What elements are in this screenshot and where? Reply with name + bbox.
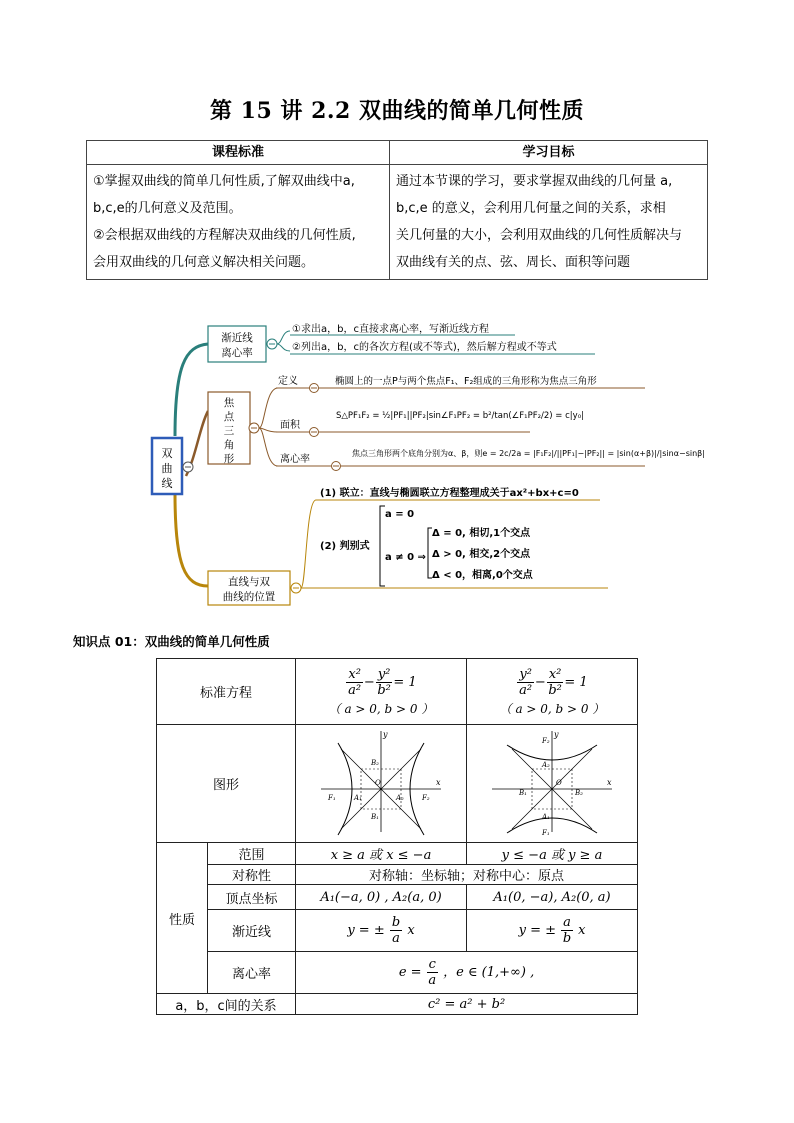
case-a-zero: a = 0 (385, 509, 415, 520)
label-B2: B₂ (575, 788, 583, 797)
standard-eq-1: $\frac{\text{x²}}{\text{a²}}$ − $\frac{\text{y²}}{\text{b²}}$ = 1 （ a > 0, b > 0 ） (296, 659, 467, 725)
area-formula: S△PF₁F₂ = ½|PF₁||PF₂|sin∠F₁PF₂ = b²/tan(∠F₁PF₂/2) = c|y₀| (336, 411, 584, 421)
label-A2: A₂ (396, 793, 404, 802)
standard-line: 会用双曲线的几何意义解决相关问题。 (93, 255, 315, 270)
eq1-num-b: y² (377, 666, 391, 682)
relation-label: a，b，c间的关系 (157, 994, 296, 1015)
root-char: 曲 (161, 462, 173, 475)
branch-link (277, 331, 290, 344)
case-intersect: Δ > 0, 相交,2个交点 (432, 549, 531, 560)
node-line-line2: 曲线的位置 (222, 591, 276, 603)
label-y: y (383, 729, 388, 739)
graph-cell-1 (296, 725, 467, 843)
header-course-standard: 课程标准 (87, 141, 390, 165)
relation-value: c² = a² + b² (296, 994, 638, 1015)
symmetry-value: 对称轴：坐标轴；对称中心：原点 (296, 865, 638, 885)
eq2-num-b: x² (548, 666, 562, 682)
case-separate: Δ < 0，相离,0个交点 (432, 570, 533, 581)
branch-link (301, 500, 316, 588)
label-B2: B₂ (371, 758, 379, 767)
label-A1: A₁ (542, 812, 550, 821)
label-F2: F₂ (422, 793, 430, 802)
eq1-num-a: x² (348, 666, 361, 682)
def-label: 定义 (278, 376, 298, 387)
root-char: 双 (161, 447, 173, 460)
asymptote-item-2: ②列出a，b，c的各次方程(或不等式)，然后解方程或不等式 (292, 342, 557, 353)
ecc-label: 离心率 (280, 454, 310, 465)
label-A1: A₁ (354, 793, 362, 802)
label-x: x (607, 777, 612, 787)
vertex-label: 顶点坐标 (208, 885, 296, 910)
label-A2: A₂ (542, 760, 550, 769)
hyperbola-vertical-graph (487, 727, 617, 837)
standard-line: ①掌握双曲线的简单几何性质,了解双曲线中a, (93, 174, 355, 189)
symmetry-label: 对称性 (208, 865, 296, 885)
course-standard-cell (87, 165, 390, 280)
standard-line: b,c,e的几何意义及范围。 (93, 201, 242, 216)
node-asymptote-line2: 离心率 (221, 347, 253, 359)
goal-line: 关几何量的大小，会利用双曲线的几何性质解决与 (396, 228, 683, 243)
properties-label: 性质 (157, 843, 208, 994)
vertex-1: A₁(−a, 0) , A₂(a, 0) (296, 885, 467, 910)
eq2-num-a: y² (519, 666, 532, 682)
node-focal-char: 角 (223, 439, 235, 451)
goal-line: 通过本节课的学习，要求掌握双曲线的几何量 a, (396, 174, 673, 189)
branch-link (259, 388, 278, 428)
goal-line: 双曲线有关的点、弦、周长、面积等问题 (396, 255, 631, 270)
asymptote-1: y = ± $\frac{b}{a}$ x (296, 910, 467, 952)
vertex-2: A₁(0, −a), A₂(0, a) (467, 885, 638, 910)
knowledge-point-heading: 知识点 01：双曲线的简单几何性质 (73, 634, 270, 649)
label-y: y (554, 729, 559, 739)
properties-table (156, 658, 638, 1015)
eccentricity-value: e = $\frac{c}{a}$ ，e ∈ (1,+∞) , (296, 952, 638, 994)
ecc-text: 焦点三角形两个底角分别为α、β，则e = 2c/2a = |F₁F₂|/||PF₁|−|PF₂|| = |sin(α+β)|/|sinα−sinβ| (352, 449, 705, 458)
graph-cell-2 (467, 725, 638, 843)
node-line-line1: 直线与双 (228, 576, 270, 588)
standard-line: ②会根据双曲线的方程解决双曲线的几何性质, (93, 228, 356, 243)
range-2: y ≤ −a 或 y ≥ a (467, 843, 638, 865)
node-focal-char: 点 (223, 411, 235, 423)
label-x: x (436, 777, 441, 787)
area-label: 面积 (280, 420, 300, 431)
branch-link (277, 344, 290, 351)
mind-map (130, 306, 705, 608)
standard-eq-2: $\frac{\text{y²}}{\text{a²}}$ − $\frac{\text{x²}}{\text{b²}}$ = 1 （ a > 0, b > 0 ） (467, 659, 638, 725)
branch-link (259, 428, 278, 466)
label-B1: B₁ (371, 812, 379, 821)
def-text: 椭圆上的一点P与两个焦点F₁、F₂组成的三角形称为焦点三角形 (335, 376, 597, 387)
label-F1: F₁ (542, 828, 550, 837)
row-label-graph: 图形 (157, 725, 296, 843)
case-a-nonzero: a ≠ 0 ⇒ (385, 552, 426, 563)
course-standards-table (86, 140, 708, 280)
row-label-standard: 标准方程 (157, 659, 296, 725)
range-1: x ≥ a 或 x ≤ −a (296, 843, 467, 865)
eccentricity-label: 离心率 (208, 952, 296, 994)
hyperbola-horizontal-graph (316, 727, 446, 837)
learning-goal-cell (390, 165, 708, 280)
case-tangent: Δ = 0, 相切,1个交点 (432, 528, 531, 539)
eq1-condition: （ a > 0, b > 0 ） (328, 701, 434, 716)
eq2-condition: （ a > 0, b > 0 ） (499, 701, 605, 716)
label-O: O (375, 778, 381, 787)
page-title: 第 15 讲 2.2 双曲线的简单几何性质 (209, 98, 585, 124)
label-O: O (556, 778, 562, 787)
goal-line: b,c,e 的意义，会利用几何量之间的关系，求相 (396, 201, 666, 216)
label-F1: F₁ (328, 793, 336, 802)
asymptote-label: 渐近线 (208, 910, 296, 952)
label-F2: F₂ (542, 736, 550, 745)
node-focal-char: 焦 (223, 397, 235, 409)
node-focal-char: 形 (223, 453, 235, 465)
step1-text: (1) 联立：直线与椭圆联立方程整理成关于ax²+bx+c=0 (320, 488, 579, 499)
step2-label: (2) 判别式 (320, 541, 370, 552)
branch-line (175, 494, 208, 586)
range-label: 范围 (208, 843, 296, 865)
root-char: 线 (161, 477, 173, 490)
asymptote-2: y = ± $\frac{a}{b}$ x (467, 910, 638, 952)
node-focal-char: 三 (223, 425, 235, 437)
asymptote-item-1: ①求出a，b，c直接求离心率，写渐近线方程 (292, 324, 489, 335)
header-learning-goal: 学习目标 (390, 141, 708, 165)
label-B1: B₁ (519, 788, 527, 797)
node-asymptote-line1: 渐近线 (221, 332, 253, 344)
